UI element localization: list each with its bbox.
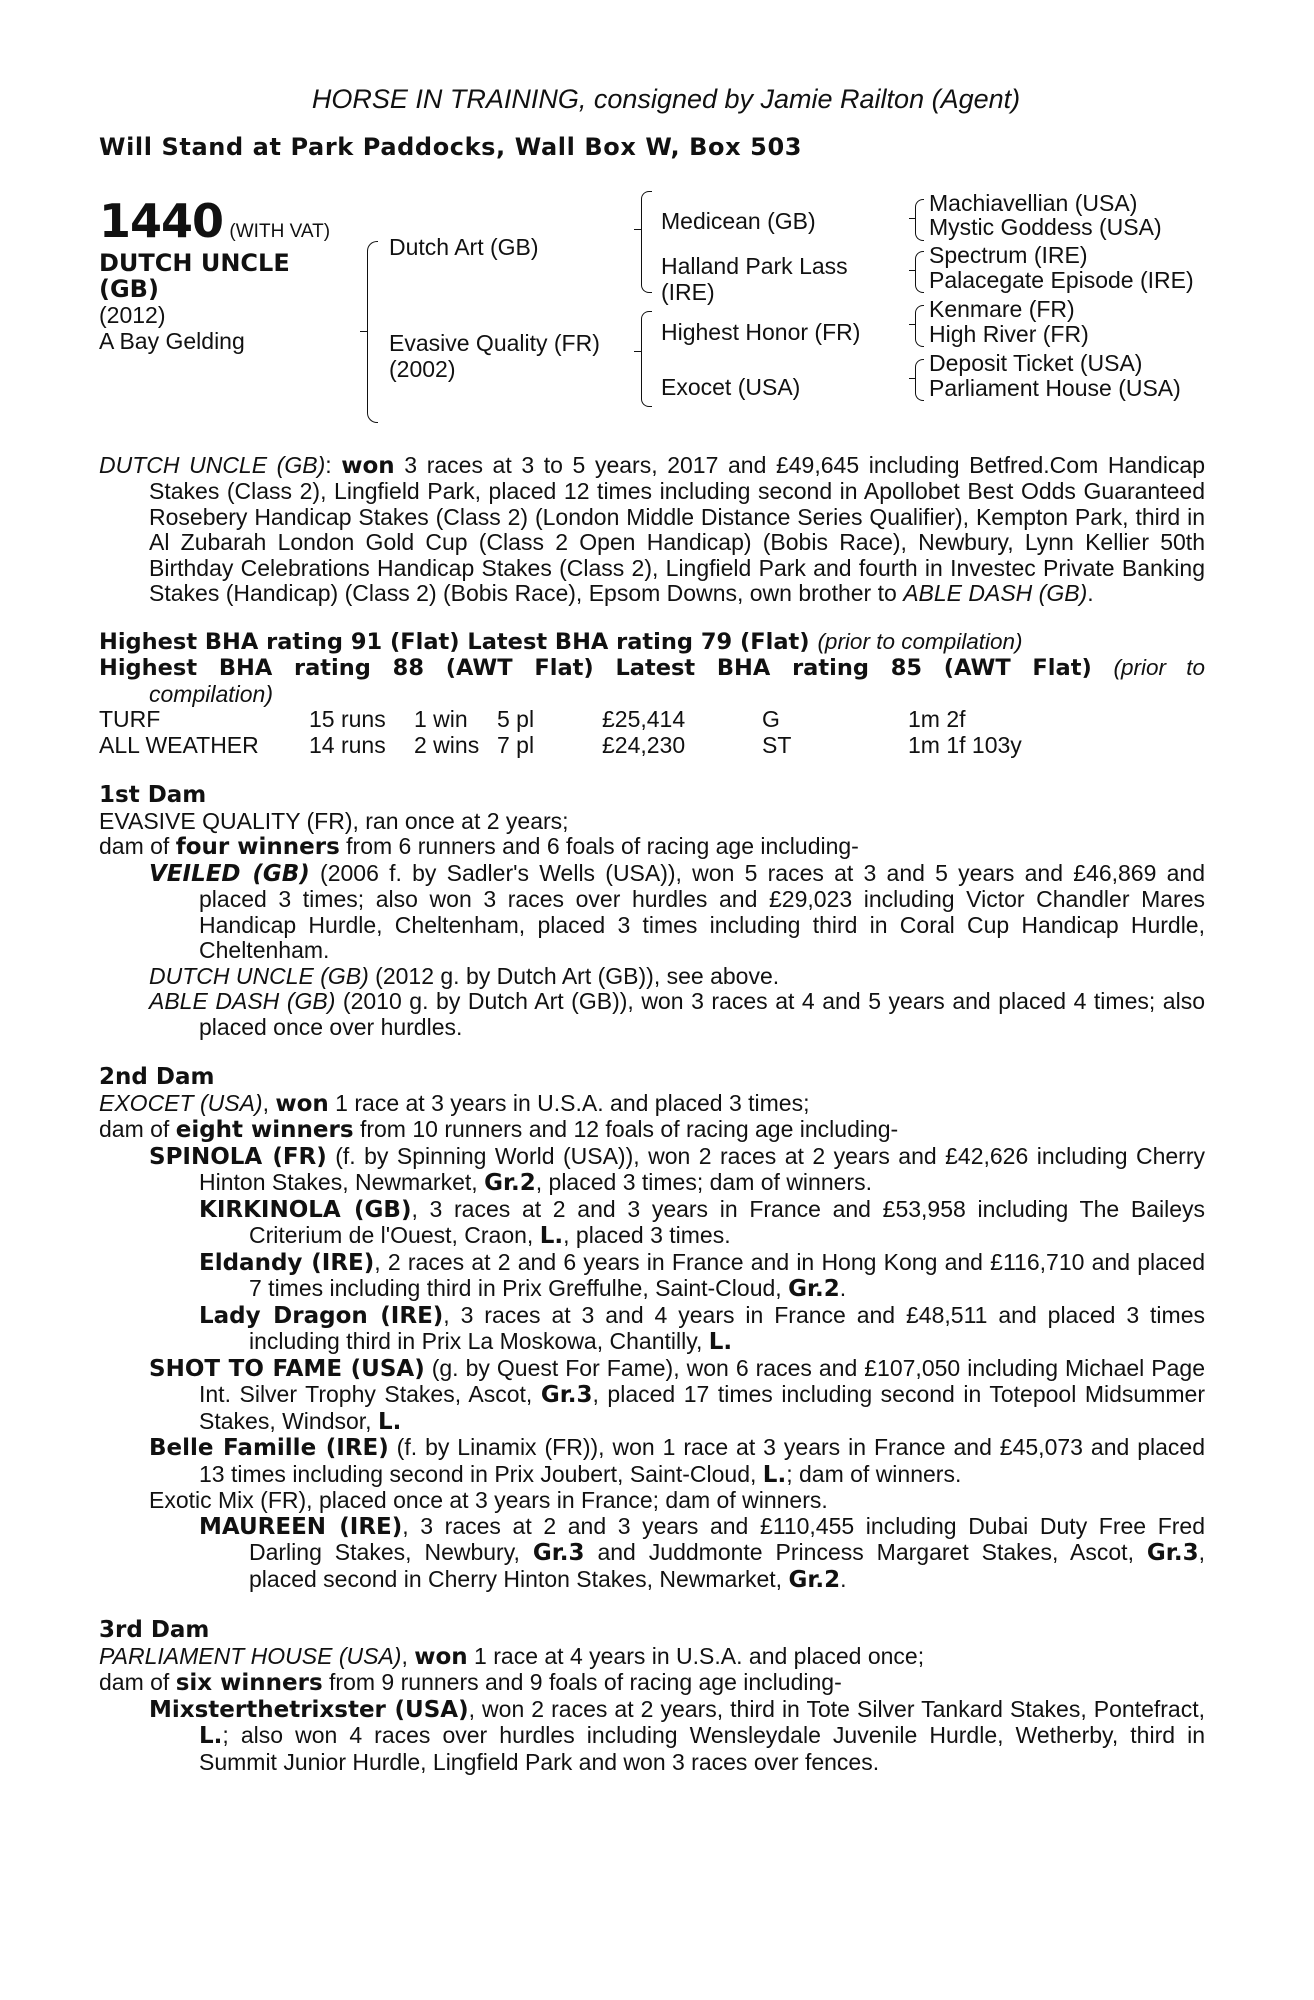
dam3-won: won (414, 1643, 468, 1670)
pedigree-dam-year: (2002) (389, 355, 456, 382)
dam2-winners: eight winners (175, 1117, 354, 1143)
maureen-name: MAUREEN (IRE) (199, 1513, 403, 1540)
produce-dutch-uncle (99, 964, 1205, 990)
veiled-name: VEILED (GB) (149, 860, 310, 887)
race-summary: DUTCH UNCLE (GB): won 3 races at 3 to 5 years, 2017 and £49,645 including Betfred.Com Handicap Stakes (Class 2), Lingfield Park, placed 12 times including second in Apollobet Best Odds Guaranteed Rosebery Handicap Stakes (Class 2) (London Middle Distance Series Qualifier), Kempton Park, third in Al Zubarah London Gold Cup (Class 2 Open Handicap) (Bobis Race), Newbury, Lynn Kellier 50th Birthday Celebrations Handicap Stakes (Class 2), Lingfield Park and fourth in Investec Private Banking Stakes (Handicap) (Class 2) (Bobis Race), Epsom Downs, own brother to ABLE DASH (GB). (99, 451, 1206, 606)
pedigree-sire-dam: Halland Park Lass (661, 252, 848, 279)
maureen-grade-3: Gr.2 (788, 1566, 841, 1593)
produce-maureen (99, 1514, 1205, 1594)
second-dam-line (99, 1091, 1205, 1118)
dutch-text: (2012 g. by Dutch Art (GB)), see above. (368, 962, 780, 989)
dam1-winners: four winners (175, 834, 340, 860)
maureen-grade-1: Gr.3 (532, 1540, 585, 1566)
record-placed: 5 pl (497, 706, 535, 732)
belle-name: Belle Famille (IRE) (149, 1435, 389, 1461)
summary-horse-name: DUTCH UNCLE (GB) (99, 451, 326, 478)
kirkinola-text-end: , placed 3 times. (563, 1222, 731, 1248)
dam1-text-c: from 6 runners and 6 foals of racing age including- (339, 833, 859, 859)
shot-grade: Gr.3 (540, 1382, 593, 1408)
second-dam-produce-line (99, 1117, 1205, 1144)
third-dam-produce-line (99, 1670, 1205, 1697)
dam3-winners: six winners (175, 1670, 323, 1696)
maureen-text-3: , placed second in Cherry Hinton Stakes, Newmarket, (249, 1539, 1205, 1592)
summary-brother: ABLE DASH (GB) (903, 580, 1088, 606)
lot-heading (99, 193, 331, 248)
produce-spinola (99, 1144, 1205, 1197)
pedigree-sire-sire: Medicean (GB) (661, 207, 816, 234)
dam3-text-c: from 9 runners and 9 foals of racing age including- (322, 1669, 842, 1695)
shot-name: SHOT TO FAME (USA) (149, 1355, 425, 1382)
dam3-sep: , (401, 1642, 415, 1669)
record-surface: TURF (99, 706, 161, 732)
record-distance: 1m 2f (908, 706, 966, 732)
mix-text-end: ; also won 4 races over hurdles including Wensleydale Juvenile Hurdle, Wetherby, third in Summit Junior Hurdle, Lingfield Park and won 3 races over fences. (199, 1722, 1205, 1775)
produce-mixsterthetrixster (99, 1697, 1205, 1776)
pedigree-sss: Machiavellian (USA) (929, 189, 1138, 216)
pedigree-brace-tick (909, 218, 916, 219)
dam2-text-c: from 10 runners and 12 foals of racing age including- (353, 1116, 899, 1142)
veiled-text: (2006 f. by Sadler's Wells (USA)), won 5 races at 3 and 5 years and £46,869 and placed 3 times; also won 3 races over hurdles and £29,023 including Victor Chandler Mares Handicap Hurdle, Cheltenham, placed 3 times including third in Coral Cup Handicap Hurdle, Cheltenham. (199, 859, 1205, 963)
dam3-text: 1 race at 4 years in U.S.A. and placed once; (467, 1642, 925, 1669)
third-dam-heading: 3rd Dam (99, 1617, 210, 1643)
race-record-row (99, 733, 1108, 759)
catalogue-page (99, 82, 1205, 1775)
belle-text: (f. by Linamix (FR)), won 1 race at 3 years in France and £45,073 and placed 13 times including second in Prix Joubert, Saint-Cloud, (199, 1434, 1205, 1487)
kirkinola-listed: L. (539, 1223, 564, 1249)
pedigree-brace-tick (634, 229, 641, 230)
vat-note: (WITH VAT) (229, 220, 331, 242)
maureen-text-2: and Juddmonte Princess Margaret Stakes, Ascot, (584, 1539, 1147, 1565)
mix-listed: L. (199, 1723, 223, 1749)
second-dam-heading: 2nd Dam (99, 1064, 215, 1090)
spinola-text-end: , placed 3 times; dam of winners. (535, 1169, 872, 1195)
pedigree-sire: Dutch Art (GB) (389, 233, 539, 260)
spinola-name: SPINOLA (FR) (149, 1143, 327, 1170)
pedigree-dsd: High River (FR) (929, 320, 1089, 347)
produce-kirkinola (99, 1197, 1205, 1250)
dam1-text-a: dam of (99, 833, 176, 859)
lady-dragon-name: Lady Dragon (IRE) (199, 1302, 444, 1329)
lot-number: 1440 (99, 193, 224, 248)
pedigree-sdd: Palacegate Episode (IRE) (929, 266, 1194, 293)
first-dam-heading: 1st Dam (99, 782, 207, 808)
ratings-block (99, 629, 1205, 708)
produce-exotic-mix: Exotic Mix (FR), placed once at 3 years in France; dam of winners. (149, 1487, 828, 1513)
rating-awt-note-cont: compilation) (149, 680, 273, 707)
record-prize: £25,414 (602, 706, 686, 732)
horse-description: A Bay Gelding (99, 327, 245, 354)
pedigree-brace-tick (634, 351, 641, 352)
summary-end: . (1087, 580, 1094, 606)
spinola-grade: Gr.2 (484, 1170, 536, 1196)
rating-awt-note: (prior to (1113, 655, 1205, 680)
produce-eldandy (99, 1250, 1205, 1303)
record-wins: 1 win (414, 706, 468, 732)
able-text: (2010 g. by Dutch Art (GB)), won 3 races at 4 and 5 years and placed 4 times; also placed once over hurdles. (199, 988, 1205, 1040)
race-record-table (99, 707, 1108, 758)
spinola-text: (f. by Spinning World (USA)), won 2 races at 2 years and £42,626 including Cherry Hinton Stakes, Newmarket, (199, 1142, 1205, 1195)
horse-name: DUTCH UNCLE (99, 248, 290, 277)
eldandy-text-end: . (839, 1275, 847, 1301)
rating-flat-note: (prior to compilation) (817, 628, 1023, 654)
lady-dragon-listed: L. (708, 1329, 733, 1355)
pedigree-sds: Spectrum (IRE) (929, 241, 1088, 268)
pedigree-dss: Kenmare (FR) (929, 295, 1075, 322)
belle-listed: L. (762, 1461, 787, 1488)
pedigree-sire-dam-country: (IRE) (661, 278, 715, 305)
shot-listed: L. (377, 1408, 402, 1435)
eldandy-text: , 2 races at 2 and 6 years in France and in Hong Kong and £116,710 and placed 7 times including third in Prix Greffulhe, Saint-Cloud, (249, 1248, 1205, 1301)
rating-awt-text: Highest BHA rating 88 (AWT Flat) Latest BHA rating 85 (AWT Flat) (99, 655, 1092, 681)
rating-awt (99, 655, 1205, 682)
pedigree-dam-dam: Exocet (USA) (661, 373, 801, 400)
mix-text: , won 2 races at 2 years, third in Tote Silver Tankard Stakes, Pontefract, (468, 1695, 1205, 1722)
rating-flat-text: Highest BHA rating 91 (Flat) Latest BHA rating 79 (Flat) (99, 628, 810, 655)
maureen-text-4: . (840, 1565, 847, 1592)
dam2-name: EXOCET (USA) (99, 1089, 263, 1116)
pedigree-brace-tick (360, 331, 367, 332)
maureen-grade-2: Gr.3 (1146, 1540, 1199, 1566)
stand-location: Will Stand at Park Paddocks, Wall Box W, Box 503 (99, 133, 803, 161)
dam3-name: PARLIAMENT HOUSE (USA) (99, 1642, 402, 1669)
produce-veiled (99, 861, 1205, 964)
belle-text-end: ; dam of winners. (786, 1460, 962, 1487)
rating-flat (99, 629, 1205, 656)
pedigree-brace (915, 199, 924, 241)
pedigree-ddd: Parliament House (USA) (929, 374, 1181, 401)
record-placed: 7 pl (497, 731, 535, 758)
pedigree-brace-tick (909, 324, 916, 325)
pedigree-brace (915, 251, 924, 293)
pedigree-dam-sire: Highest Honor (FR) (661, 318, 861, 345)
pedigree-brace (641, 191, 652, 293)
record-going: ST (762, 731, 792, 758)
eldandy-name: Eldandy (IRE) (199, 1249, 375, 1276)
record-distance: 1m 1f 103y (908, 731, 1022, 758)
pedigree-brace (915, 305, 924, 347)
pedigree-brace-tick (909, 378, 916, 379)
maureen-text: , 3 races at 2 and 3 years and £110,455 including Dubai Duty Free Fred Darling Stakes, Newbury, (249, 1512, 1205, 1565)
dam2-text-a: dam of (99, 1116, 176, 1142)
horse-name-country: (GB) (99, 274, 159, 303)
produce-able-dash (99, 989, 1205, 1040)
summary-won: won (341, 452, 395, 479)
record-runs: 14 runs (309, 731, 386, 758)
pedigree-brace-tick (909, 270, 916, 271)
record-prize: £24,230 (602, 731, 686, 758)
dam3-text-a: dam of (99, 1669, 176, 1695)
able-name: ABLE DASH (GB) (149, 988, 336, 1014)
dam2-won: won (275, 1090, 329, 1117)
pedigree-ssd: Mystic Goddess (USA) (929, 213, 1162, 240)
produce-shot-to-fame (99, 1356, 1205, 1436)
pedigree-dds: Deposit Ticket (USA) (929, 349, 1143, 376)
foaling-year: (2012) (99, 301, 166, 328)
shot-text: (g. by Quest For Fame), won 6 races and £107,050 including Michael Page Int. Silver Trophy Stakes, Ascot, (199, 1354, 1205, 1407)
pedigree-block (99, 191, 1205, 441)
lady-dragon-text: , 3 races at 3 and 4 years in France and £48,511 and placed 3 times including third in Prix La Moskowa, Chantilly, (249, 1301, 1205, 1354)
first-dam-line: EVASIVE QUALITY (FR), ran once at 2 years; (99, 807, 569, 834)
produce-lady-dragon (99, 1303, 1205, 1356)
record-going: G (762, 706, 780, 732)
pedigree-brace (915, 359, 924, 401)
dutch-name: DUTCH UNCLE (GB) (149, 962, 369, 989)
pedigree-brace (367, 241, 378, 423)
kirkinola-text: , 3 races at 2 and 3 years in France and £53,958 including The Baileys Criterium de l'Ouest, Craon, (249, 1195, 1205, 1248)
kirkinola-name: KIRKINOLA (GB) (199, 1196, 412, 1223)
summary-text: 3 races at 3 to 5 years, 2017 and £49,645 including Betfred.Com Handicap Stakes (Class 2), Lingfield Park, placed 12 times including second in Apollobet Best Odds Guaranteed Rosebery Handicap Stakes (Class 2) (London Middle Distance Series Qualifier), Kempton Park, third in Al Zubarah London Gold Cup (Class 2 Open Handicap) (Bobis Race), Newbury, Lynn Kellier 50th Birthday Celebrations Handicap Stakes (Class 2), Lingfield Park and fourth in Investec Private Banking Stakes (Handicap) (Class 2) (Bobis Race), Epsom Downs, own brother to (149, 451, 1206, 606)
produce-belle-famille (99, 1435, 1205, 1488)
record-runs: 15 runs (309, 706, 386, 732)
page-header: HORSE IN TRAINING, consigned by Jamie Railton (Agent) (311, 84, 1021, 114)
record-surface: ALL WEATHER (99, 731, 259, 758)
shot-text-mid: , placed 17 times including second in Totepool Midsummer Stakes, Windsor, (199, 1381, 1205, 1434)
eldandy-grade: Gr.2 (788, 1276, 840, 1302)
race-record-row (99, 707, 1108, 733)
dam2-sep: , (262, 1089, 276, 1116)
pedigree-brace (641, 311, 652, 407)
dam2-text: 1 race at 3 years in U.S.A. and placed 3 times; (328, 1089, 810, 1116)
third-dam-line (99, 1644, 1205, 1671)
first-dam-produce-line (99, 834, 1205, 861)
record-wins: 2 wins (414, 731, 480, 758)
mix-name: Mixsterthetrixster (USA) (149, 1696, 469, 1723)
pedigree-dam: Evasive Quality (FR) (389, 329, 600, 356)
